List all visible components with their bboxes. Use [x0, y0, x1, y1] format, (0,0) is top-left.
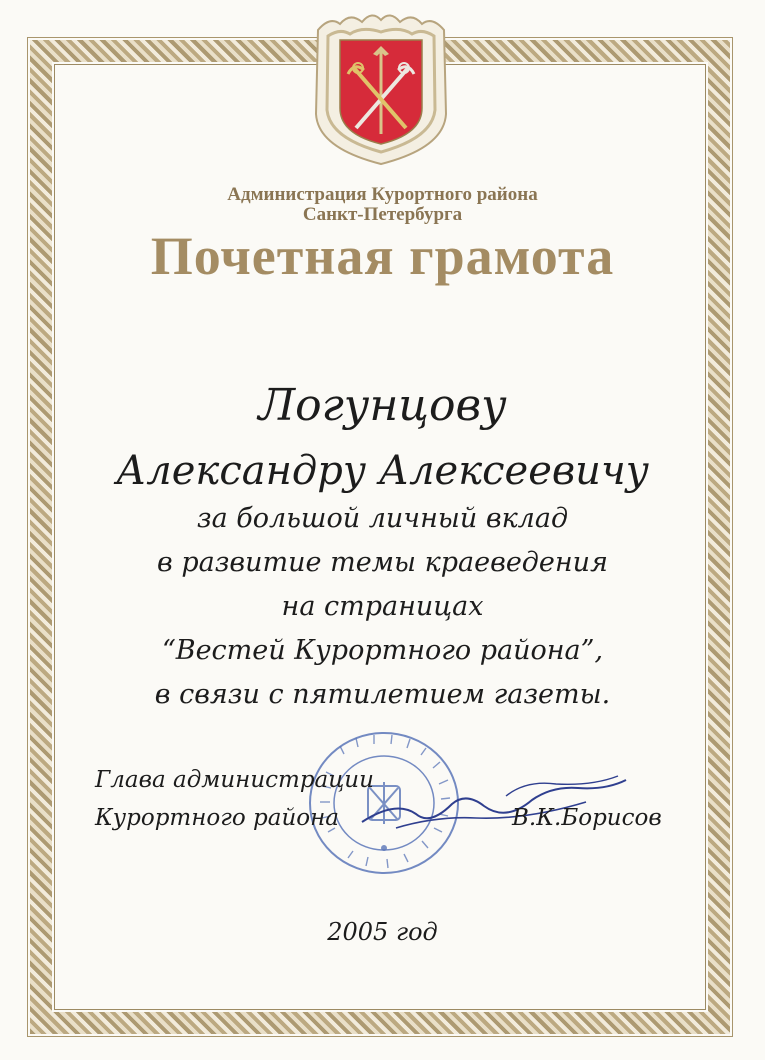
- citation-line-5: в связи с пятилетием газеты.: [154, 679, 611, 710]
- signatory-position-line-1: Глава администрации: [95, 767, 374, 793]
- administration-line-1: Администрация Курортного района: [227, 184, 538, 205]
- citation-line-3: на страницах: [281, 591, 484, 622]
- citation-line-2: в развитие темы краеведения: [157, 547, 608, 578]
- certificate-year: 2005 год: [327, 918, 438, 946]
- recipient-given-names: Александру Алексеевичу: [116, 448, 649, 494]
- signatory-position-line-2: Курортного района: [95, 805, 339, 831]
- recipient-surname: Логунцову: [258, 380, 507, 431]
- administration-line-2: Санкт-Петербурга: [302, 204, 463, 225]
- signatory-name: В.К.Борисов: [512, 805, 662, 831]
- certificate-title: Почетная грамота: [150, 226, 615, 286]
- citation-line-4: “Вестей Курортного района”,: [161, 635, 604, 666]
- saint-petersburg-coat-of-arms-icon: [310, 10, 452, 168]
- citation-line-1: за большой личный вклад: [196, 503, 569, 534]
